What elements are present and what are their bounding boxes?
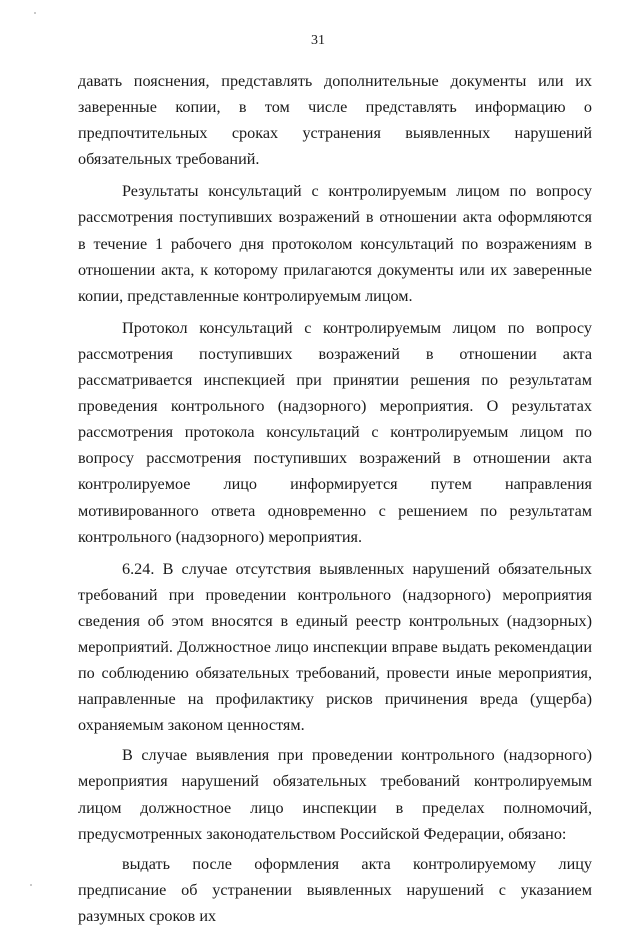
- paragraph-continuation: давать пояснения, представлять дополнительные документы или их заверенные копии, в том числе представлять информацию о предпочтительных сроках устранения выявленных нарушений обязательных требований.: [78, 72, 592, 169]
- paragraph-consultation-results: Результаты консультаций с контролируемым лицом по вопросу рассмотрения поступивших возражений в отношении акта оформляются в течение 1 рабочего дня протоколом консультаций по возражениям в отношении акта, к которому прилагаются документы или их заверенные копии, представленные контролируемым лицом.: [78, 182, 592, 305]
- paragraph-violations-found: В случае выявления при проведении контрольного (надзорного) мероприятия нарушений обязательных требований контролируемым лицом должностное лицо инспекции в пределах полномочий, предусмотренных законодательством Российской Федерации, обязано:: [78, 746, 592, 843]
- document-body: [78, 68, 592, 929]
- page-number: 31: [311, 33, 325, 48]
- paragraph-clause-6-24: 6.24. В случае отсутствия выявленных нарушений обязательных требований при проведении контрольного (надзорного) мероприятия сведения об этом вносятся в единый реестр контрольных (надзорных) мероприятий. Должностное лицо инспекции вправе выдать рекомендации по соблюдению обязательных требований, провести иные мероприятия, направленные на профилактику рисков причинения вреда (ущерба) охраняемым законом ценностям.: [78, 559, 592, 735]
- scan-speck: [30, 884, 32, 886]
- scan-speck: [34, 12, 36, 14]
- paragraph-issue-order: выдать после оформления акта контролируемому лицу предписание об устранении выявленных нарушений с указанием разумных сроков их: [78, 854, 592, 925]
- paragraph-consultation-protocol: Протокол консультаций с контролируемым лицом по вопросу рассмотрения поступивших возражений в отношении акта рассматривается инспекцией при принятии решения по результатам проведения контрольного (надзорного) мероприятия. О результатах рассмотрения протокола консультаций с контролируемым лицом по вопросу рассмотрения поступивших возражений в отношении акта контролируемое лицо информируется путем направления мотивированного ответа одновременно с решением по результатам контрольного (надзорного) мероприятия.: [78, 318, 592, 546]
